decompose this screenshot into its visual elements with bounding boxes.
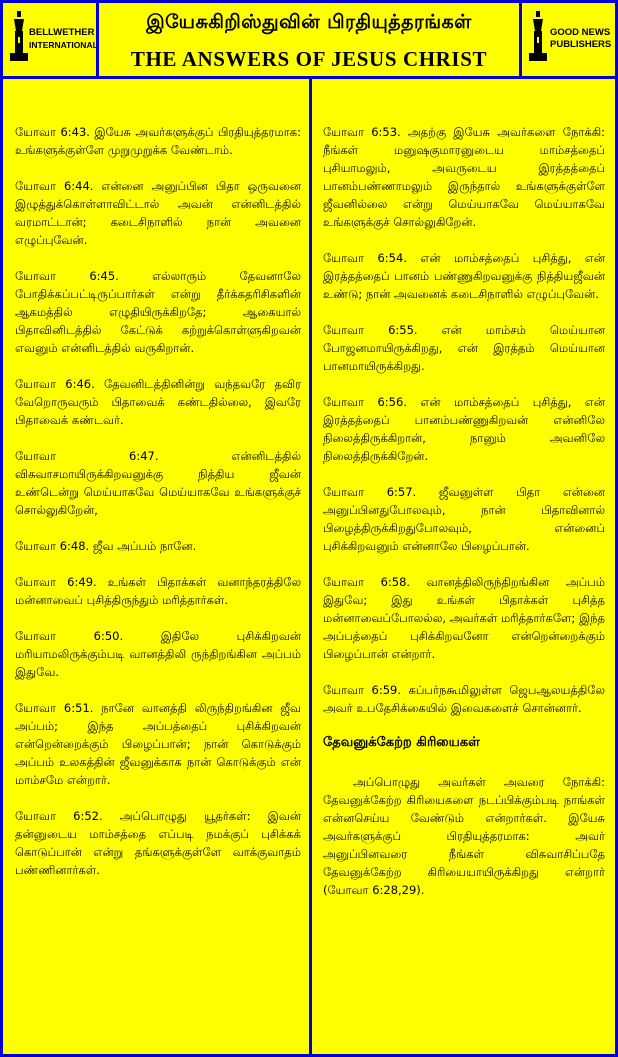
verse-6-50: யோவா 6:50. இதிலே புசிக்கிறவன் மரியாமலிருக்கும்படி வானத்திலி ருந்திறங்கின அப்பம் இதுவே. [15, 629, 301, 679]
logo-right-text [550, 27, 611, 51]
tower-icon [527, 9, 549, 65]
verse-6-49: யோவா 6:49. உங்கள் பிதாக்கள் வனாந்தரத்திலே மன்னாவைப் புசித்திருந்தும் மரித்தார்கள். [15, 575, 301, 607]
verse-6-59: யோவா 6:59. கப்பர்நகூமிலுள்ள ஜெபஆலயத்திலே அவர் உபதேசிக்கையில் இவைகளைச் சொன்னார். [323, 683, 605, 715]
verse-6-51: யோவா 6:51. நானே வானத்தி லிருந்திறங்கின ஜீவ அப்பம்; இந்த அப்பத்தைப் புசிக்கிறவன் என்றென்றைக்கும் பிழைப்பான்; நான் கொடுக்கும் அப்பம் உலகத்தின் ஜீவனுக்காக நான் கொடுக்கும் என் மாம்சமே என்றார். [15, 701, 301, 787]
verse-6-43: யோவா 6:43. இயேசு அவர்களுக்குப் பிரதியுத்தரமாக: உங்களுக்குள்ளே முறுமுறுக்க வேண்டாம். [15, 125, 301, 157]
verse-6-48: யோவா 6:48. ஜீவ அப்பம் நானே. [15, 539, 197, 553]
section-heading: தேவனுக்கேற்ற கிரியைகள் [323, 735, 480, 750]
logo-right-line2: PUBLISHERS [550, 39, 612, 50]
verse-6-58: யோவா 6:58. வானத்திலிருந்திறங்கின அப்பம் இதுவே; இது உங்கள் பிதாக்கள் புசித்த மன்னாவைப்போலல்ல, அவர்கள் மரித்தார்களே; இந்த அப்பத்தைப் புசிக்கிறவனோ என்றென்றைக்கும் பிழைப்பான் என்றார். [323, 575, 605, 661]
logo-bellwether [3, 3, 96, 76]
verse-6-57: யோவா 6:57. ஜீவனுள்ள பிதா என்னை அனுப்பினதுபோலவும், நான் பிதாவினால் பிழைத்திருக்கிறதுபோலவும், என்னைப் புசிக்கிறவனும் என்னாலே பிழைப்பான். [323, 485, 605, 553]
logo-left-line2: INTERNATIONAL [29, 40, 98, 50]
verse-6-44: யோவா 6:44. என்னை அனுப்பின பிதா ஒருவனை இழுத்துக்கொள்ளாவிட்டால் அவன் என்னிடத்தில் வரமாட்டான்; கடைசிநாளில் நான் அவனை எழுப்புவேன். [15, 179, 301, 247]
logo-right-line1: GOOD NEWS [550, 27, 611, 38]
right-column [312, 79, 615, 1054]
verse-6-46: யோவா 6:46. தேவனிடத்தினின்று வந்தவரே தவிர வேறொருவரும் பிதாவைக் கண்டதில்லை, இவரே பிதாவைக் கண்டவர். [15, 377, 301, 427]
verse-6-54: யோவா 6:54. என் மாம்சத்தைப் புசித்து, என் இரத்தத்தைப் பானம் பண்ணுகிறவனுக்கு நித்தியஜீவன் உண்டு; நான் அவனைக் கடைசிநாளில் எழுப்புவேன். [323, 251, 605, 301]
verse-6-53: யோவா 6:53. அதற்கு இயேசு அவர்களை நோக்கி: நீங்கள் மனுஷகுமாரனுடைய மாம்சத்தைப் புசியாமலும், அவருடைய இரத்தத்தைப் பானம்பண்ணாமலும் இருந்தால் உங்களுக்குள்ளே ஜீவனில்லை என்று மெய்யாகவே மெய்யாகவே உங்களுக்குச் சொல்லுகிறேன். [323, 125, 605, 229]
verse-6-52: யோவா 6:52. அப்பொழுது யூதர்கள்: இவன் தன்னுடைய மாம்சத்தை எப்படி நமக்குப் புசிக்கக் கொடுப்பான் என்று தங்களுக்குள்ளே வாக்குவாதம் பண்ணினார்கள். [15, 809, 301, 877]
section-paragraph: அப்பொழுது அவர்கள் அவரை நோக்கி: தேவனுக்கேற்ற கிரியைகளை நடப்பிக்கும்படி நாங்கள் என்னசெய்ய வேண்டும் என்றார்கள். இயேசு அவர்களுக்குப் பிரதியுத்தரமாக: அவர் அனுப்பினவரை நீங்கள் விசுவாசிப்பதே தேவனுக்கேற்ற கிரியையாயிருக்கிறது என்றார் (யோவா 6:28,29). [323, 775, 605, 897]
logo-left-line1: BELLWETHER [29, 27, 95, 38]
title-tamil: இயேசுகிறிஸ்துவின் பிரதியுத்தரங்கள் [146, 11, 472, 33]
tower-icon [8, 9, 30, 65]
title-english: THE ANSWERS OF JESUS CHRIST [130, 47, 488, 71]
verse-6-55: யோவா 6:55. என் மாம்சம் மெய்யான போஜனமாயிருக்கிறது, என் இரத்தம் மெய்யான பானமாயிருக்கிறது. [323, 323, 605, 373]
left-column [3, 79, 309, 1054]
header [99, 3, 519, 76]
verse-6-56: யோவா 6:56. என் மாம்சத்தைப் புசித்து, என் இரத்தத்தைப் பானம்பண்ணுகிறவன் என்னிலே நிலைத்திருக்கிறான், நானும் அவனிலே நிலைத்திருக்கிறேன். [323, 395, 605, 463]
verse-6-47: யோவா 6:47. என்னிடத்தில் விசுவாசமாயிருக்கிறவனுக்கு நித்திய ஜீவன் உண்டென்று மெய்யாகவே மெய்யாகவே உங்களுக்குச் சொல்லுகிறேன், [15, 449, 301, 517]
logo-left-text [29, 27, 98, 51]
verse-6-45: யோவா 6:45. எல்லாரும் தேவனாலே போதிக்கப்பட்டிருப்பார்கள் என்று தீர்க்கதரிசிகளின் ஆகமத்தில் எழுதியிருக்கிறதே; ஆகையால் பிதாவினிடத்தில் கேட்டுக் கற்றுக்கொள்ளுகிறவன் எவனும் என்னிடத்தில் வருகிறான். [15, 269, 301, 355]
logo-good-news [522, 3, 615, 76]
